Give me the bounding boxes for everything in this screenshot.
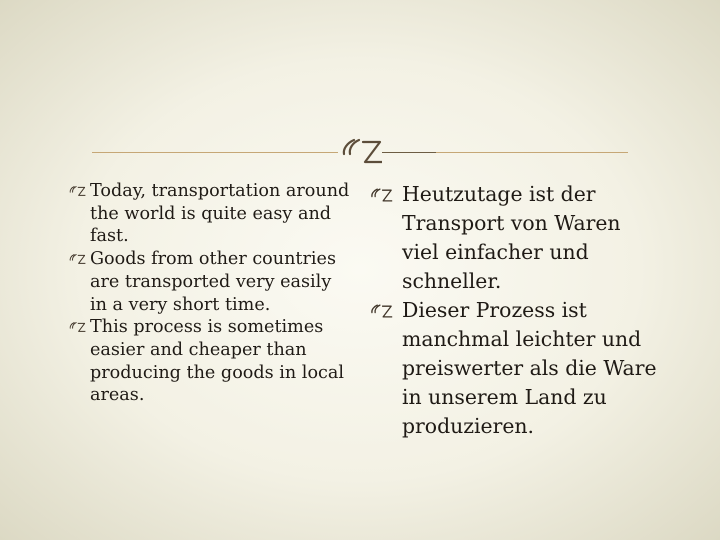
list-item [68,180,350,248]
bullet-text: Dieser Prozess ist manchmal leichter und preiswerter als die Ware in unserem Land zu produzieren. [402,298,657,438]
curl-ornament-icon [368,303,394,319]
title-rule-accent [382,152,436,153]
list-item [362,296,662,441]
list-item [362,180,662,296]
list-item [68,248,350,316]
bullet-text: Goods from other countries are transported very easily in a very short time. [90,249,336,315]
bullet-text: This process is sometimes easier and cheaper than producing the goods in local areas. [90,317,345,406]
curl-ornament-icon [68,185,86,197]
left-bullet-list [68,180,350,407]
curl-ornament-icon [368,187,394,203]
right-bullet-list [362,180,662,441]
curl-ornament-icon [68,253,86,265]
title-rule-left [92,152,338,153]
list-item [68,316,350,407]
curl-ornament-icon [340,136,382,166]
bullet-text: Today, transportation around the world is quite easy and fast. [90,181,350,247]
bullet-text: Heutzutage ist der Transport von Waren viel einfacher und schneller. [402,182,621,293]
curl-ornament-icon [68,321,86,333]
